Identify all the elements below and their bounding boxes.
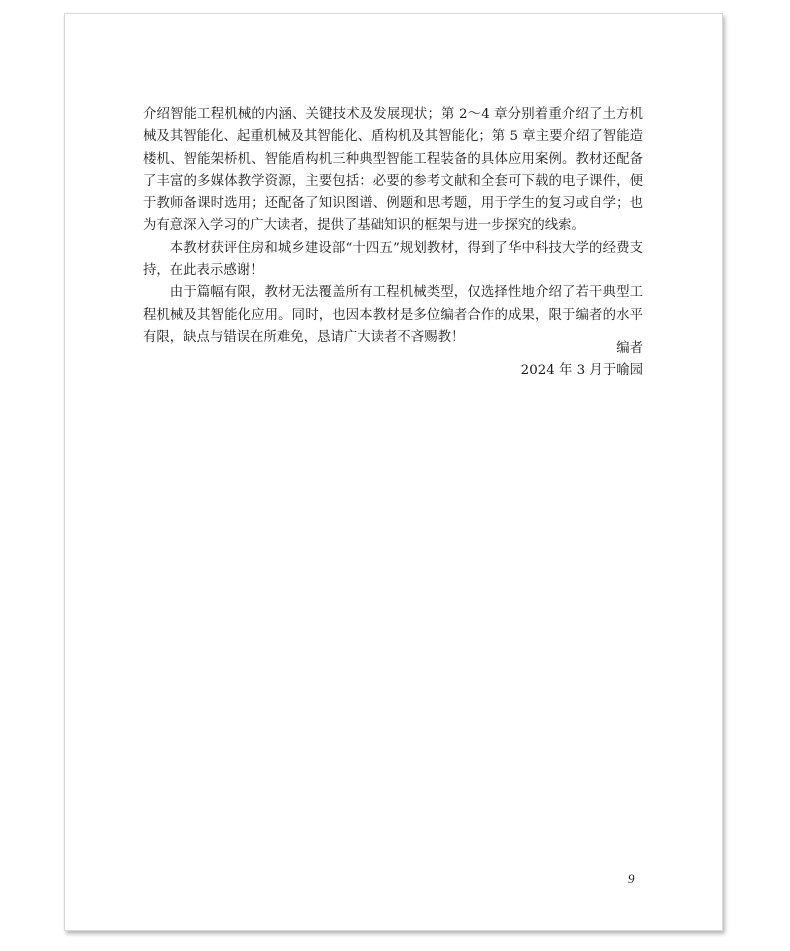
body-text — [143, 104, 643, 349]
paragraph-limitations: 由于篇幅有限，教材无法覆盖所有工程机械类型，仅选择性地介绍了若干典型工程机械及其智能化应用。同时，也因本教材是多位编者合作的成果，限于编者的水平有限，缺点与错误在所难免，恳请广大读者不吝赐教！ — [143, 285, 643, 345]
page-number: 9 — [628, 871, 635, 886]
signature-block — [521, 338, 643, 383]
document-page — [64, 13, 723, 931]
paragraph-continuation: 介绍智能工程机械的内涵、关键技术及发展现状；第 2～4 章分别着重介绍了土方机械及其智能化、起重机械及其智能化、盾构机及其智能化；第 5 章主要介绍了智能造楼机、智能架桥机、智能盾构机三种典型智能工程装备的具体应用案例。教材还配备了丰富的多媒体教学资源，主要包括：必要的参考文献和全套可下载的电子课件，便于教师备课时选用；还配备了知识图谱、例题和思考题，用于学生的复习或自学；也为有意深入学习的广大读者，提供了基础知识的框架与进一步探究的线索。 — [143, 107, 643, 234]
signature-author: 编者 — [616, 341, 643, 356]
paragraph-acknowledgement: 本教材获评住房和城乡建设部“十四五”规划教材，得到了华中科技大学的经费支持，在此表示感谢！ — [143, 240, 643, 279]
signature-date: 2024 年 3 月于喻园 — [520, 363, 643, 379]
